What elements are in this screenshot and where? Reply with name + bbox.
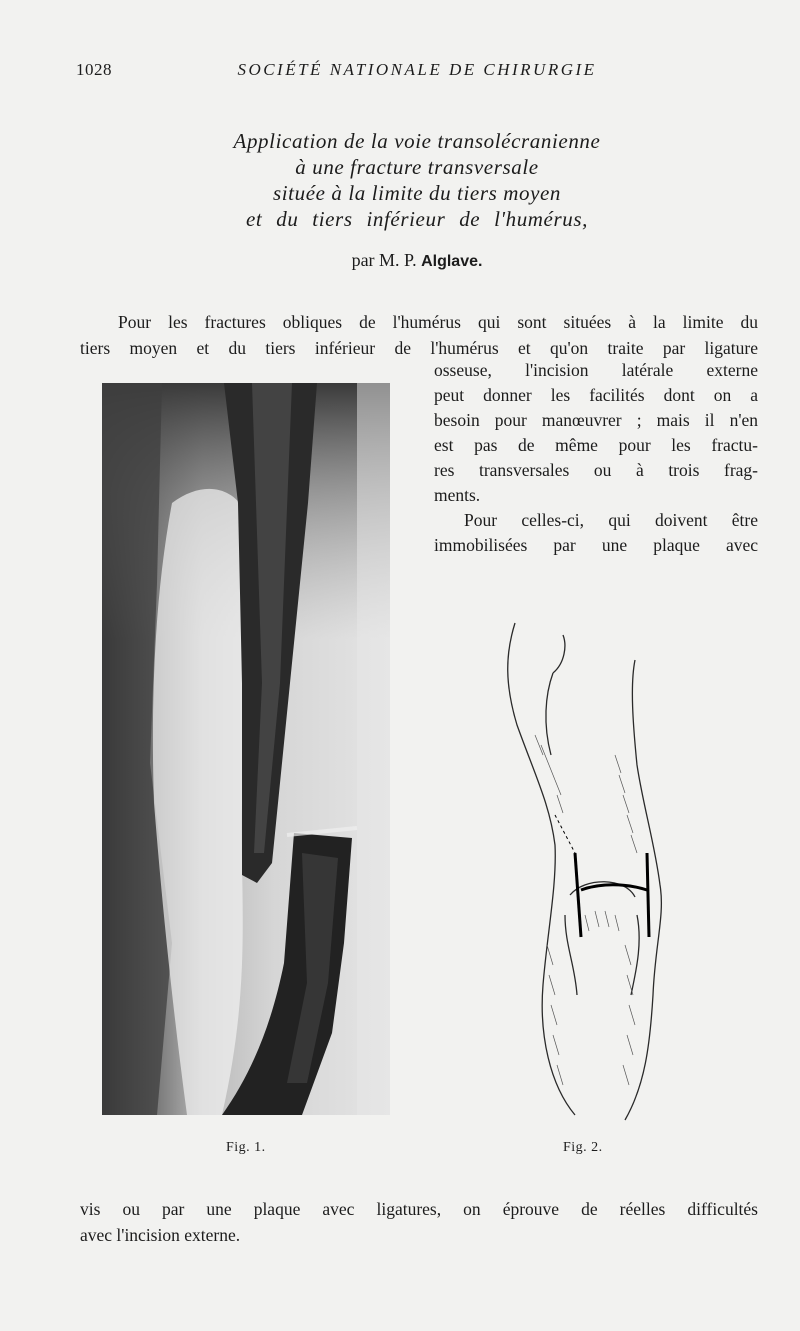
- figure-2-elbow-sketch: [495, 615, 675, 1125]
- figure-1-radiograph: [102, 383, 390, 1115]
- column-line-1: osseuse, l'incision latérale externe: [434, 360, 758, 380]
- byline: [0, 250, 800, 271]
- column-paragraph-1: [434, 358, 758, 508]
- column-line-2: peut donner les facilités dont on a: [434, 385, 758, 405]
- article-title: [0, 128, 800, 232]
- page-number: 1028: [76, 60, 112, 79]
- column2-line-1: Pour celles-ci, qui doivent être: [464, 510, 758, 530]
- title-line-4: et du tiers inférieur de l'humérus,: [246, 207, 588, 231]
- running-head: SOCIÉTÉ NATIONALE DE CHIRURGIE: [237, 60, 597, 79]
- title-line-3: située à la limite du tiers moyen: [272, 181, 562, 205]
- column-line-5: res transversales ou à trois frag-: [434, 460, 758, 480]
- figure-1-caption: Fig. 1.: [226, 1140, 266, 1155]
- bottom-line-2: avec l'incision externe.: [80, 1225, 241, 1245]
- radiograph-image: [102, 383, 390, 1115]
- column-line-3: besoin pour manœuvrer ; mais il n'en: [434, 410, 758, 430]
- intro-line-2: tiers moyen et du tiers inférieur de l'humérus et qu'on traite par ligature: [80, 338, 758, 358]
- title-line-2: à une fracture transversale: [295, 155, 539, 179]
- column-paragraph-2: [434, 508, 758, 558]
- column-line-6: ments.: [434, 485, 481, 505]
- column-line-4: est pas de même pour les fractu-: [434, 435, 758, 455]
- byline-author: Alglave.: [421, 253, 483, 270]
- title-line-1: Application de la voie transolécranienne: [233, 129, 601, 153]
- intro-line-1: Pour les fractures obliques de l'humérus qui sont situées à la limite du: [118, 312, 758, 332]
- elbow-drawing: [495, 615, 675, 1125]
- column2-line-2: immobilisées par une plaque avec: [434, 535, 758, 555]
- byline-prefix: par M. P.: [351, 250, 417, 270]
- bottom-paragraph: [80, 1196, 758, 1248]
- intro-paragraph: [80, 309, 758, 361]
- bottom-line-1: vis ou par une plaque avec ligatures, on éprouve de réelles difficultés: [80, 1199, 758, 1219]
- figure-2-caption: Fig. 2.: [563, 1140, 603, 1155]
